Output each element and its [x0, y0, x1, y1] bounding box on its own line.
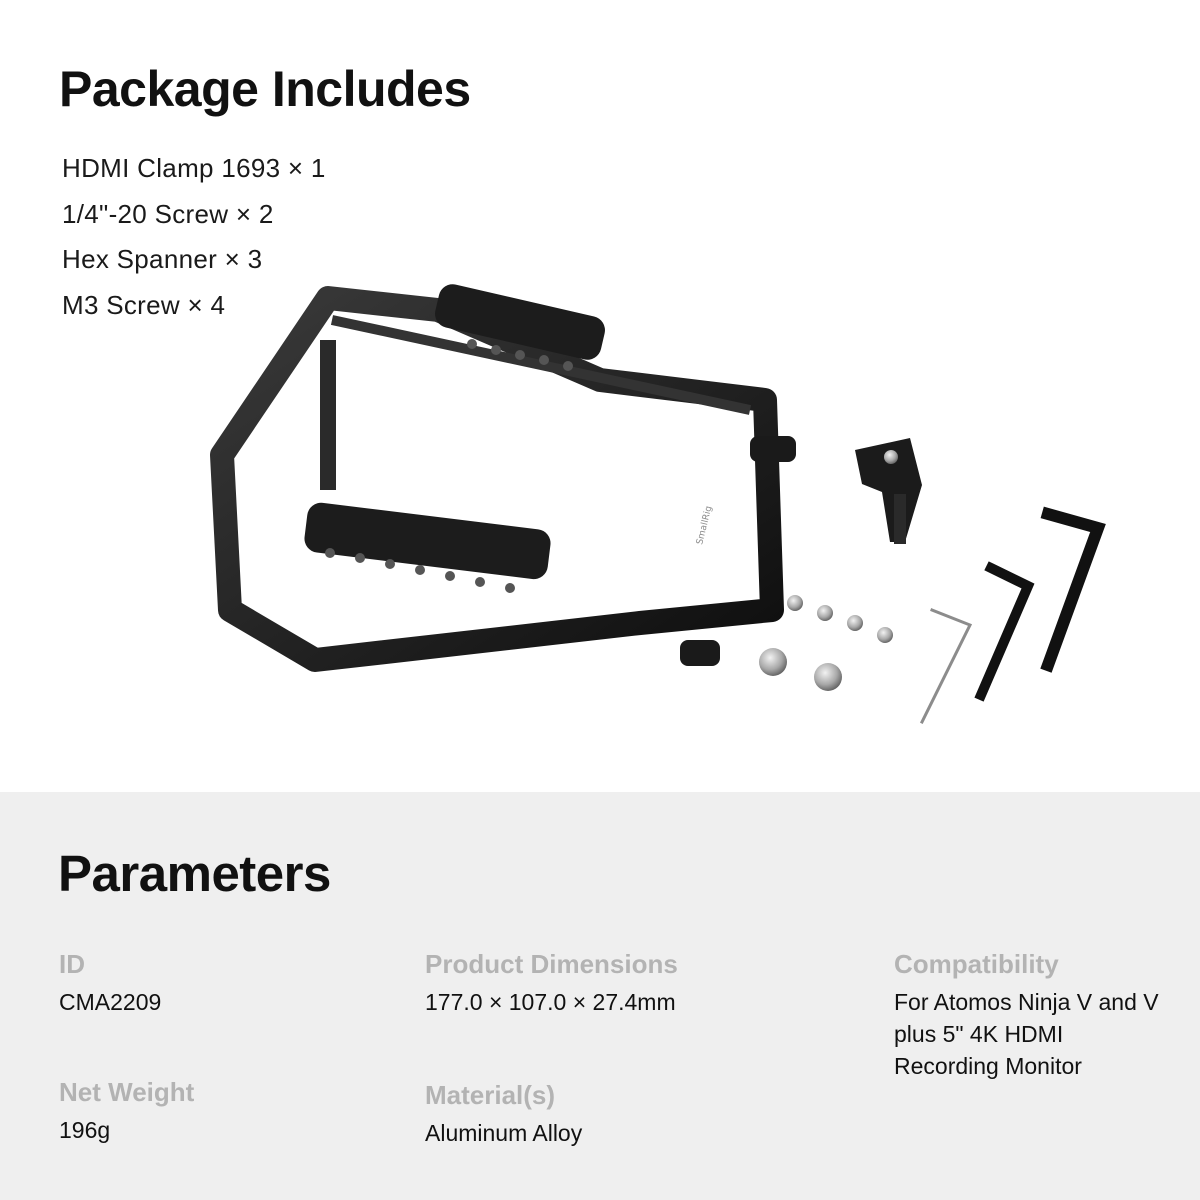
param-dimensions-label: Product Dimensions: [425, 949, 678, 979]
quarter-inch-screws: [759, 648, 842, 691]
package-item-hex-spanner: Hex Spanner × 3: [62, 244, 263, 274]
param-material: [425, 1079, 845, 1149]
m3-screws: [787, 595, 893, 643]
param-compatibility-value: For Atomos Ninja V and V plus 5" 4K HDMI Recording Monitor: [894, 989, 1159, 1079]
param-net-weight-value: 196g: [59, 1117, 111, 1143]
param-dimensions-value: 177.0 × 107.0 × 27.4mm: [425, 989, 676, 1015]
package-item-m3-screw: M3 Screw × 4: [62, 289, 226, 320]
param-compatibility: [894, 948, 1174, 1082]
brand-marking: [695, 505, 714, 546]
param-id: [59, 948, 359, 1018]
package-item-hdmi-clamp: HDMI Clamp 1693 × 1: [62, 153, 326, 183]
param-id-label: ID: [59, 949, 85, 979]
package-item-screw-1-4: 1/4"-20 Screw × 2: [62, 198, 274, 229]
parameters-title: Parameters: [58, 845, 331, 902]
param-material-value: Aluminum Alloy: [425, 1120, 583, 1146]
monitor-cage: [222, 281, 796, 666]
svg-text:SmallRig: SmallRig: [695, 505, 715, 546]
param-compatibility-label: Compatibility: [894, 949, 1059, 979]
param-id-value: CMA2209: [59, 989, 162, 1015]
param-net-weight: [59, 1076, 359, 1146]
hdmi-clamp: [855, 438, 922, 544]
param-material-label: Material(s): [425, 1080, 556, 1110]
package-title: Package Includes: [59, 61, 471, 117]
product-photo: [210, 280, 1130, 740]
param-net-weight-label: Net Weight: [59, 1077, 195, 1107]
hex-spanners: [922, 514, 1098, 722]
param-dimensions: [425, 948, 845, 1018]
